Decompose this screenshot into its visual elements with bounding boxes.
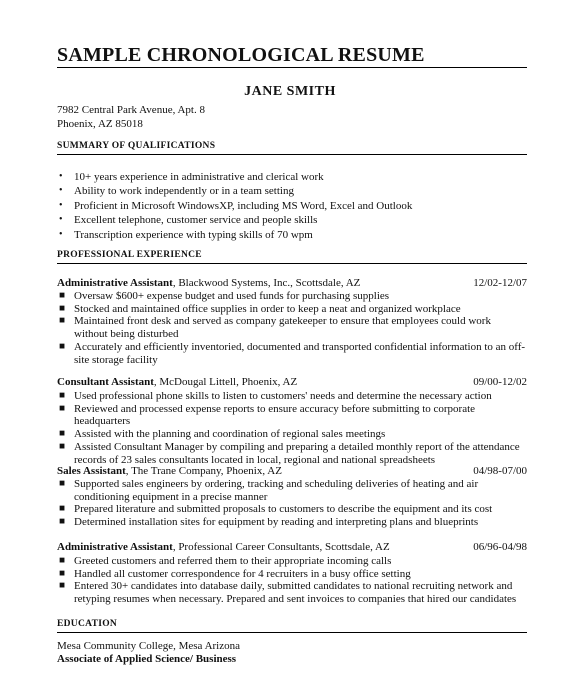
bullet-icon: • [59, 214, 63, 226]
list-item: • Proficient in Microsoft WindowsXP, including MS Word, Excel and Outlook [59, 199, 413, 212]
list-item: ■ Determined installation sites for equipment by reading and interpreting plans and blueprints [59, 516, 479, 529]
job-company: , The Trane Company, Phoenix, AZ [125, 465, 282, 477]
bullet-icon: ■ [59, 440, 66, 452]
degree-name: Associate of Applied Science/ Business [57, 653, 237, 665]
bullet-icon: • [59, 228, 63, 240]
list-item: • Transcription experience with typing skills of 70 wpm [59, 228, 313, 241]
list-item: ■ Assisted with the planning and coordination of regional sales meetings [59, 428, 386, 441]
address-line-2: Phoenix, AZ 85018 [57, 118, 143, 130]
list-item: ■ Maintained front desk and served as company gatekeeper to ensure that employees could work without being disturbed [59, 315, 491, 341]
job-company: , Professional Career Consultants, Scottsdale, AZ [172, 541, 390, 553]
job-duties-list [57, 290, 527, 366]
bullet-icon: ■ [59, 302, 66, 314]
list-item: • Excellent telephone, customer service and people skills [59, 214, 318, 227]
list-item: ■ Prepared literature and submitted proposals to customers to describe the equipment and its cost [59, 503, 493, 516]
bullet-icon: ■ [59, 402, 66, 414]
job-dates: 09/00-12/02 [473, 376, 527, 388]
job-duties-list [57, 478, 527, 529]
job-dates: 04/98-07/00 [473, 465, 527, 477]
job-company: , Blackwood Systems, Inc., Scottsdale, AZ [172, 277, 361, 289]
list-item: ■ Entered 30+ candidates into database daily, submitted candidates to national recruiting network and retyping resumes when necessary. Prepared and sent invoices to companies that hired our candidates [59, 580, 517, 606]
section-divider [57, 632, 527, 633]
job-dates: 06/96-04/98 [473, 541, 527, 553]
bullet-icon: • [59, 199, 63, 211]
bullet-icon: ■ [59, 428, 66, 440]
bullet-icon: • [59, 185, 63, 197]
job-role: Consultant Assistant [57, 376, 154, 388]
list-item: ■ Assisted Consultant Manager by compiling and preparing a detailed monthly report of the attendance records of 23 sales consultants located in local, regional and national spreadsheets [59, 440, 520, 466]
school-name: Mesa Community College, Mesa Arizona [57, 640, 240, 652]
bullet-icon: ■ [59, 580, 66, 592]
list-item: • 10+ years experience in administrative and clerical work [59, 171, 324, 183]
job-duties-list [57, 390, 527, 466]
list-item: ■ Reviewed and processed expense reports to ensure accuracy before submitting to corporate headquarters [59, 402, 476, 428]
bullet-icon: ■ [59, 390, 66, 401]
job-dates: 12/02-12/07 [473, 277, 527, 289]
education-block [57, 640, 240, 666]
bullet-icon: ■ [59, 555, 66, 566]
job-company: , McDougal Littell, Phoenix, AZ [153, 376, 298, 388]
bullet-icon: ■ [59, 478, 66, 489]
job-header [57, 277, 527, 290]
job-header [57, 376, 527, 389]
bullet-icon: ■ [59, 290, 66, 301]
section-divider [57, 154, 527, 155]
bullet-icon: ■ [59, 315, 66, 327]
list-item: ■ Stocked and maintained office supplies in order to keep a neat and organized workplace [59, 302, 461, 315]
section-heading-qualifications: SUMMARY OF QUALIFICATIONS [57, 141, 216, 151]
job-header [57, 465, 527, 478]
bullet-icon: ■ [59, 503, 66, 515]
bullet-icon: ■ [59, 567, 66, 579]
candidate-name: JANE SMITH [244, 84, 336, 99]
list-item: ■ Handled all customer correspondence for 4 recruiters in a busy office setting [59, 567, 411, 580]
section-heading-experience: PROFESSIONAL EXPERIENCE [57, 250, 202, 260]
job-role: Sales Assistant [57, 465, 126, 477]
list-item: ■ Greeted customers and referred them to their appropriate incoming calls [59, 555, 392, 567]
section-divider [57, 263, 527, 264]
document-title: SAMPLE CHRONOLOGICAL RESUME [57, 44, 425, 66]
job-header [57, 541, 527, 554]
job-duties-list [57, 555, 527, 606]
list-item: • Ability to work independently or in a team setting [59, 185, 294, 198]
list-item: ■ Oversaw $600+ expense budget and used funds for purchasing supplies [59, 290, 390, 302]
section-heading-education: EDUCATION [57, 619, 118, 629]
list-item: ■ Supported sales engineers by ordering, tracking and scheduling deliveries of heating and air conditioning equipment in a precise manner [59, 478, 479, 503]
bullet-icon: • [59, 171, 63, 182]
title-divider [57, 67, 527, 68]
qualifications-list [57, 170, 497, 242]
job-role: Administrative Assistant [57, 277, 173, 289]
address-line-1: 7982 Central Park Avenue, Apt. 8 [57, 104, 205, 116]
job-role: Administrative Assistant [57, 541, 173, 553]
bullet-icon: ■ [59, 516, 66, 528]
list-item: ■ Accurately and efficiently inventoried, documented and transported confidential information to an off-site storage facility [59, 340, 526, 366]
address-block [57, 103, 205, 131]
bullet-icon: ■ [59, 340, 66, 352]
list-item: ■ Used professional phone skills to listen to customers' needs and determine the necessary action [59, 390, 492, 402]
